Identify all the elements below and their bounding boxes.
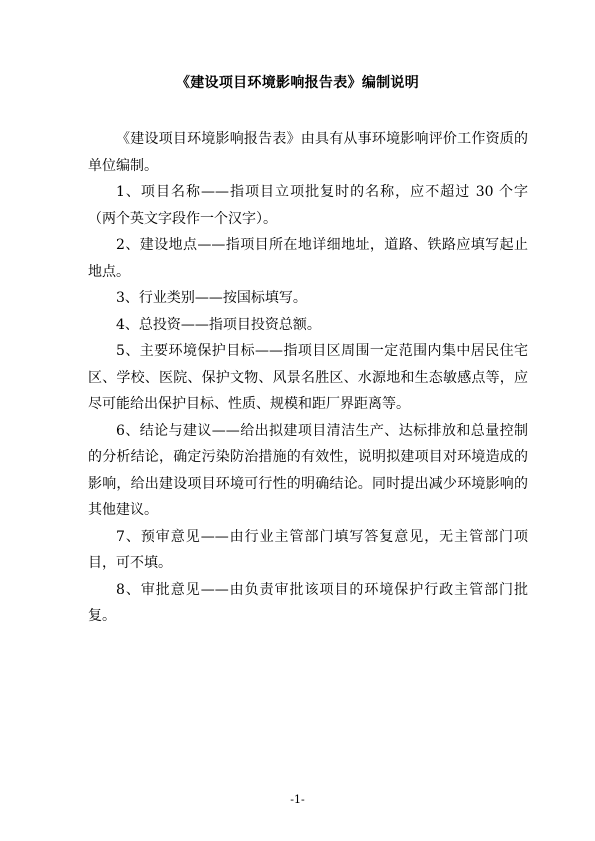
page-number: -1- (290, 793, 305, 806)
item-pre-review: 7、预审意见——由行业主管部门填写答复意见，无主管部门项目，可不填。 (88, 528, 528, 571)
item-conclusions: 6、结论与建议——给出拟建项目清洁生产、达标排放和总量控制的分析结论，确定污染防治措施的有效性，说明拟建项目对环境造成的影响，给出建设项目环境可行性的明确结论。同时提出减少环境影响的其他建议。 (88, 422, 528, 518)
item-approval: 8、审批意见——由负责审批该项目的环境保护行政主管部门批复。 (88, 581, 528, 624)
document-body (88, 126, 528, 630)
item-total-investment: 4、总投资——指项目投资总额。 (116, 316, 321, 333)
item-protection-targets: 5、主要环境保护目标——指项目区周围一定范围内集中居民住宅区、学校、医院、保护文物、风景名胜区、水源地和生态敏感点等，应尽可能给出保护目标、性质、规模和距厂界距离等。 (88, 343, 528, 412)
item-industry-category: 3、行业类别——按国标填写。 (116, 290, 307, 306)
document-title: 《建设项目环境影响报告表》编制说明 (175, 75, 420, 91)
intro-paragraph: 《建设项目环境影响报告表》由具有从事环境影响评价工作资质的单位编制。 (88, 131, 528, 174)
item-project-name: 1、项目名称——指项目立项批复时的名称，应不超过 30 个字（两个英文字段作一个汉字）。 (88, 184, 528, 227)
item-construction-site: 2、建设地点——指项目所在地详细地址，道路、铁路应填写起止地点。 (88, 237, 528, 280)
